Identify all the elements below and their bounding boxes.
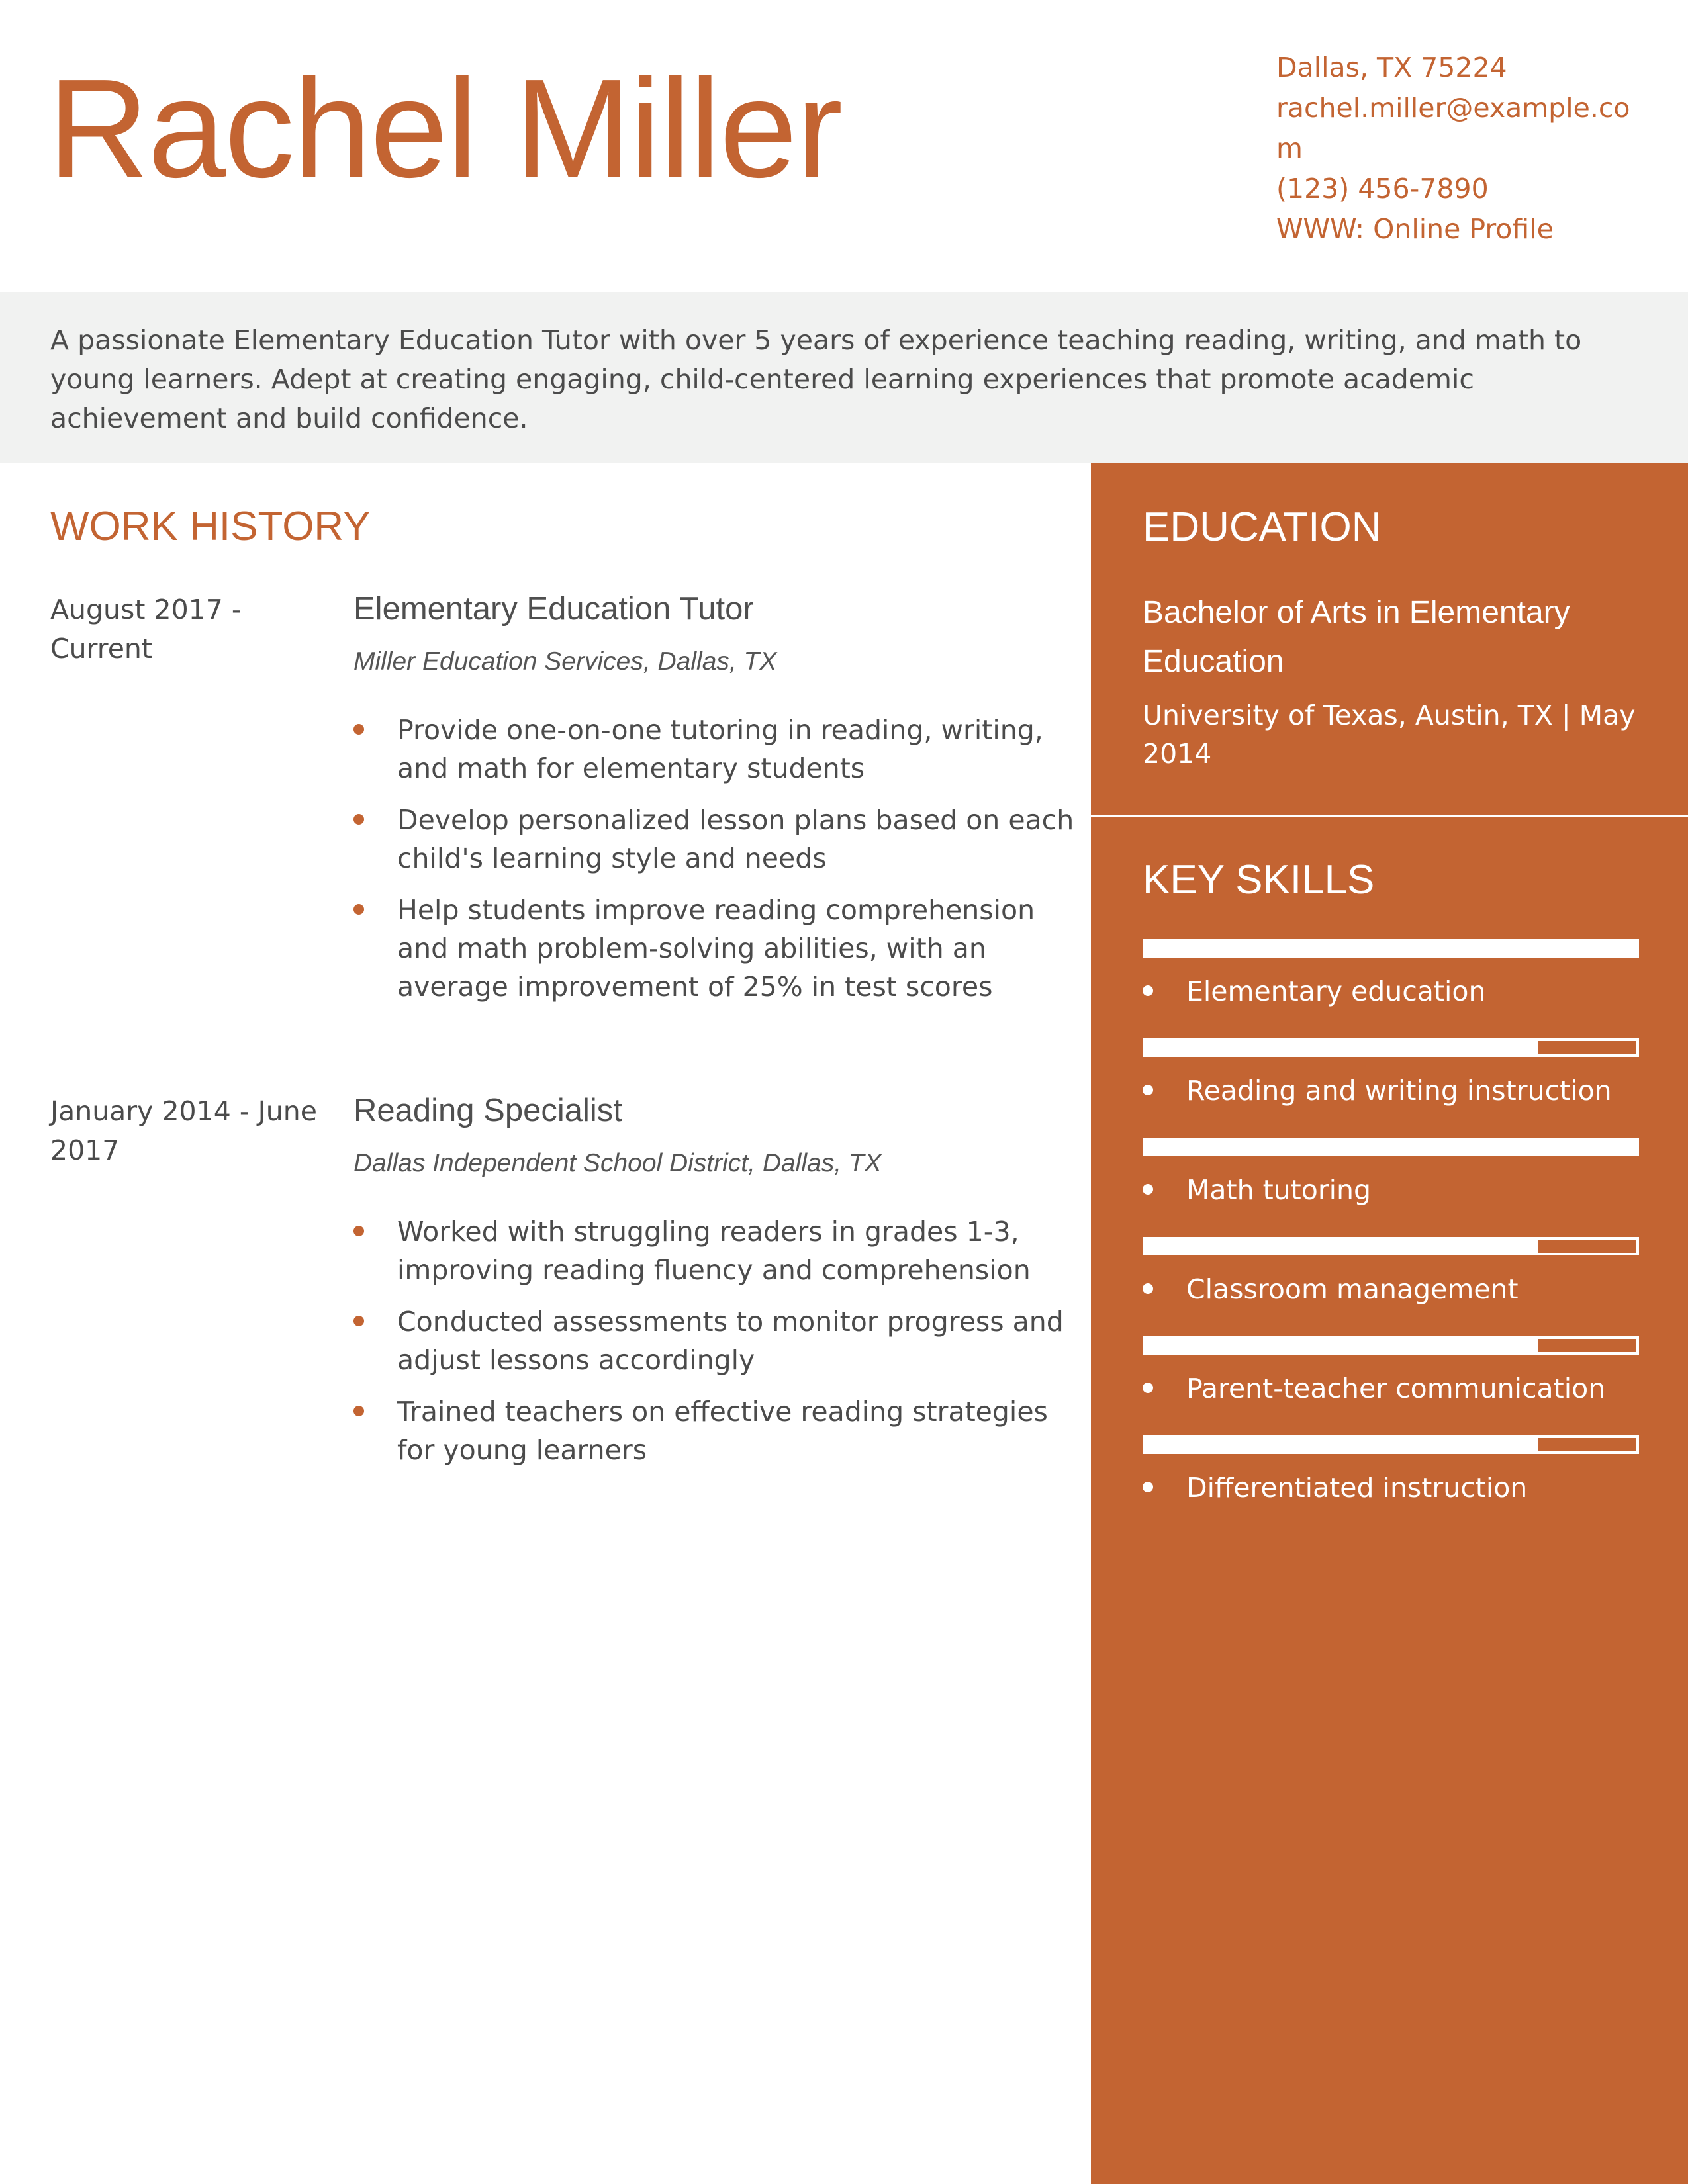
skill-item	[1143, 1071, 1659, 1110]
bullet-icon	[1143, 1482, 1153, 1492]
skill-label: Differentiated instruction	[1186, 1472, 1528, 1504]
contact-location: Dallas, TX 75224	[1276, 52, 1507, 83]
skill-level-fill	[1145, 1438, 1538, 1451]
bullet-icon	[1143, 1184, 1153, 1195]
bullet-text: Develop personalized lesson plans based on each child's learning style and needs	[397, 804, 1074, 874]
skill-level-fill	[1145, 1140, 1636, 1154]
candidate-name: Rachel Miller	[48, 50, 842, 206]
job-company: Miller Education Services, Dallas, TX	[353, 647, 777, 676]
contact-phone: (123) 456-7890	[1276, 173, 1489, 205]
bullet-icon	[1143, 1085, 1153, 1095]
bullet-text: Trained teachers on effective reading strategies for young learners	[397, 1396, 1048, 1466]
skill-item	[1143, 1270, 1659, 1308]
list-item	[353, 1392, 1082, 1469]
key-skills-heading: KEY SKILLS	[1143, 857, 1375, 903]
bullet-icon	[1143, 1383, 1153, 1393]
list-item	[353, 801, 1082, 878]
bullet-icon	[1143, 985, 1153, 996]
list-item	[353, 1212, 1082, 1289]
skill-label: Elementary education	[1186, 976, 1486, 1007]
skill-level-fill	[1145, 942, 1636, 955]
contact-info	[1276, 48, 1647, 250]
job-bullets	[353, 711, 1082, 1019]
skill-item	[1143, 1369, 1659, 1408]
contact-email[interactable]: rachel.miller@example.com	[1276, 92, 1630, 164]
education-school: University of Texas, Austin, TX | May 2014	[1143, 700, 1636, 770]
skill-level-bar	[1143, 939, 1639, 958]
bullet-icon	[353, 724, 364, 735]
skill-level-fill	[1145, 1240, 1538, 1253]
bullet-icon	[353, 904, 364, 915]
bullet-text: Help students improve reading comprehension and math problem-solving abilities, with an average improvement of 25% in test scores	[397, 894, 1035, 1003]
skill-label: Reading and writing instruction	[1186, 1075, 1612, 1107]
skill-label: Math tutoring	[1186, 1174, 1372, 1206]
bullet-icon	[353, 1226, 364, 1236]
job-title: Reading Specialist	[353, 1093, 622, 1128]
skill-level-bar	[1143, 1038, 1639, 1057]
skill-item	[1143, 1171, 1659, 1209]
skill-level-fill	[1145, 1339, 1538, 1352]
skill-level-bar	[1143, 1237, 1639, 1255]
bullet-icon	[353, 814, 364, 825]
job-bullets	[353, 1212, 1082, 1482]
bullet-text: Worked with struggling readers in grades 1-3, improving reading fluency and comprehension	[397, 1216, 1031, 1286]
list-item	[353, 891, 1082, 1006]
professional-summary: A passionate Elementary Education Tutor with over 5 years of experience teaching reading, writing, and math to young learners. Adept at creating engaging, child-centered learning experiences that promote academic achievement and build confidence.	[0, 292, 1688, 463]
section-divider	[1091, 815, 1688, 817]
skill-level-fill	[1145, 1041, 1538, 1054]
bullet-icon	[353, 1406, 364, 1416]
list-item	[353, 711, 1082, 788]
job-title: Elementary Education Tutor	[353, 591, 754, 627]
bullet-text: Conducted assessments to monitor progress and adjust lessons accordingly	[397, 1306, 1064, 1376]
skill-label: Parent-teacher communication	[1186, 1373, 1606, 1404]
skill-level-bar	[1143, 1336, 1639, 1355]
contact-website[interactable]: WWW: Online Profile	[1276, 213, 1554, 245]
bullet-icon	[1143, 1283, 1153, 1294]
work-history-heading: WORK HISTORY	[50, 504, 371, 549]
skill-label: Classroom management	[1186, 1273, 1519, 1305]
skill-level-bar	[1143, 1435, 1639, 1454]
job-date: August 2017 - Current	[50, 594, 242, 664]
education-degree: Bachelor of Arts in Elementary Education	[1143, 595, 1570, 679]
bullet-icon	[353, 1316, 364, 1326]
skill-level-bar	[1143, 1138, 1639, 1156]
list-item	[353, 1302, 1082, 1379]
skill-item	[1143, 1469, 1659, 1507]
sidebar	[1091, 463, 1688, 2184]
job-date: January 2014 - June 2017	[50, 1095, 317, 1166]
job-company: Dallas Independent School District, Dallas, TX	[353, 1149, 882, 1177]
skill-item	[1143, 972, 1659, 1011]
bullet-text: Provide one-on-one tutoring in reading, writing, and math for elementary students	[397, 714, 1043, 784]
education-heading: EDUCATION	[1143, 504, 1382, 550]
